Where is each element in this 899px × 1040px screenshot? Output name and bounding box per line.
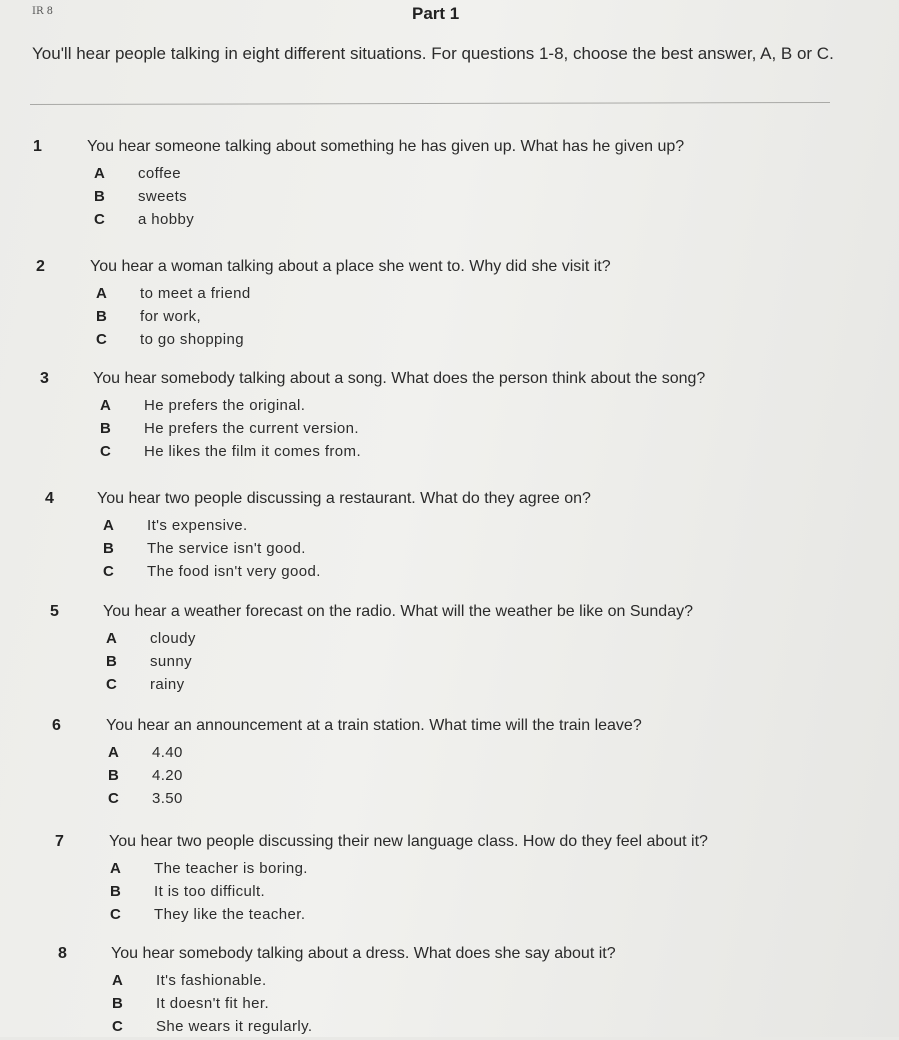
option-letter: C	[100, 443, 111, 460]
option-text: They like the teacher.	[154, 906, 306, 923]
option-letter: C	[110, 906, 121, 923]
option-text: The teacher is boring.	[154, 860, 308, 877]
option-letter: A	[94, 165, 105, 182]
question-text: You hear somebody talking about a song. What does the person think about the song?	[93, 370, 706, 387]
option-letter: B	[108, 767, 119, 784]
question-text: You hear two people discussing a restaurant. What do they agree on?	[97, 490, 591, 507]
question-text: You hear two people discussing their new language class. How do they feel about it?	[109, 833, 708, 850]
option-text: coffee	[138, 165, 181, 182]
option-text: a hobby	[138, 211, 195, 228]
question-number: 2	[36, 258, 45, 275]
question-number: 8	[58, 945, 67, 962]
option-text: 4.40	[152, 744, 183, 761]
option-text: It doesn't fit her.	[156, 995, 270, 1012]
option-letter: C	[96, 331, 107, 348]
question-number: 3	[40, 370, 49, 387]
question-number: 5	[50, 603, 59, 620]
option-text: He prefers the current version.	[144, 420, 359, 437]
option-text: The food isn't very good.	[147, 563, 321, 580]
option-text: to meet a friend	[140, 285, 251, 302]
question-text: You hear someone talking about something he has given up. What has he given up?	[87, 138, 685, 155]
question-number: 7	[55, 833, 64, 850]
option-text: to go shopping	[140, 331, 245, 348]
option-letter: A	[96, 285, 107, 302]
option-text: The service isn't good.	[147, 540, 306, 557]
option-letter: C	[94, 211, 105, 228]
question-number: 1	[33, 138, 42, 155]
option-letter: B	[96, 308, 107, 325]
question-text: You hear an announcement at a train station. What time will the train leave?	[106, 717, 642, 734]
option-text: for work,	[140, 308, 202, 325]
question-number: 4	[45, 490, 54, 507]
option-text: It is too difficult.	[154, 883, 266, 900]
option-letter: C	[112, 1018, 123, 1035]
option-letter: B	[94, 188, 105, 205]
option-letter: C	[106, 676, 117, 693]
option-letter: B	[110, 883, 121, 900]
option-letter: B	[106, 653, 117, 670]
option-text: He likes the film it comes from.	[144, 443, 362, 460]
question-text: You hear a woman talking about a place she went to. Why did she visit it?	[90, 258, 611, 275]
option-letter: C	[103, 563, 114, 580]
divider-line	[30, 102, 830, 105]
instructions: You'll hear people talking in eight different situations. For questions 1-8, choose the best answer, A, B or C.	[32, 44, 834, 63]
option-text: It's fashionable.	[156, 972, 267, 989]
option-text: sunny	[150, 653, 193, 670]
part-title: Part 1	[412, 4, 460, 23]
option-letter: A	[103, 517, 114, 534]
option-letter: B	[103, 540, 114, 557]
option-text: He prefers the original.	[144, 397, 306, 414]
option-text: 4.20	[152, 767, 183, 784]
option-text: 3.50	[152, 790, 183, 807]
option-text: sweets	[138, 188, 188, 205]
option-letter: A	[106, 630, 117, 647]
option-text: cloudy	[150, 630, 196, 647]
option-text: rainy	[150, 676, 185, 693]
option-letter: B	[112, 995, 123, 1012]
question-text: You hear a weather forecast on the radio. What will the weather be like on Sunday?	[103, 603, 693, 620]
option-letter: A	[110, 860, 121, 877]
option-letter: A	[112, 972, 123, 989]
question-number: 6	[52, 717, 61, 734]
option-letter: A	[100, 397, 111, 414]
option-letter: B	[100, 420, 111, 437]
page-code: IR 8	[32, 6, 54, 17]
option-text: It's expensive.	[147, 517, 248, 534]
option-letter: A	[108, 744, 119, 761]
option-letter: C	[108, 790, 119, 807]
question-text: You hear somebody talking about a dress. What does she say about it?	[111, 945, 616, 962]
option-text: She wears it regularly.	[156, 1018, 313, 1035]
